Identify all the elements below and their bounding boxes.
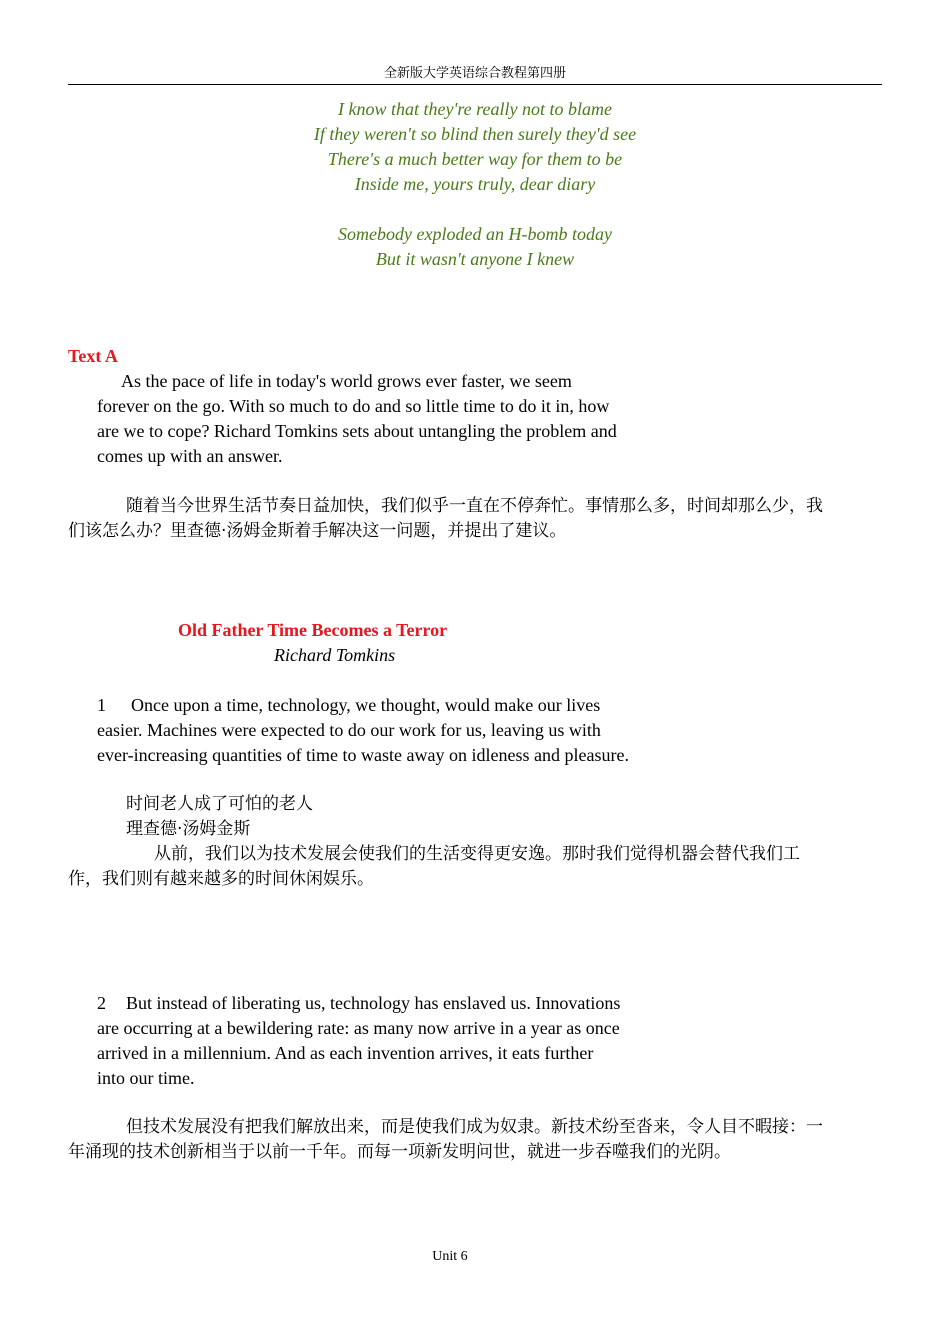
para-line: into our time. bbox=[97, 1068, 195, 1088]
paragraph-1-english bbox=[97, 693, 629, 768]
section-label: Text A bbox=[68, 346, 118, 366]
paragraph-1-chinese bbox=[68, 792, 882, 892]
poem-line: If they weren't so blind then surely they'd see bbox=[313, 124, 637, 144]
poem-line: I know that they're really not to blame bbox=[338, 99, 612, 119]
para-line bbox=[97, 693, 629, 718]
title-cn: 时间老人成了可怕的老人 bbox=[126, 794, 313, 814]
intro-line: are we to cope? Richard Tomkins sets about untangling the problem and bbox=[97, 421, 617, 441]
intro-line: comes up with an answer. bbox=[97, 446, 283, 466]
intro-chinese bbox=[68, 494, 882, 544]
page-footer: Unit 6 bbox=[432, 1249, 468, 1264]
poem-line: Inside me, yours truly, dear diary bbox=[354, 174, 596, 194]
intro-cn-line: 们该怎么办？里查德·汤姆金斯着手解决这一问题，并提出了建议。 bbox=[68, 521, 567, 541]
para-text: Once upon a time, technology, we thought, would make our lives bbox=[131, 695, 601, 715]
paragraph-number: 2 bbox=[97, 993, 106, 1013]
header-rule bbox=[68, 84, 882, 85]
poem-line: Somebody exploded an H-bomb today bbox=[338, 224, 612, 244]
poem-stanza-1 bbox=[68, 97, 882, 197]
paragraph-2-english bbox=[97, 991, 620, 1091]
para-cn-line: 从前，我们以为技术发展会使我们的生活变得更安逸。那时我们觉得机器会替代我们工 bbox=[154, 844, 800, 864]
poem-stanza-2 bbox=[68, 222, 882, 272]
para-text: But instead of liberating us, technology has enslaved us. Innovations bbox=[126, 993, 621, 1013]
para-line: arrived in a millennium. And as each invention arrives, it eats further bbox=[97, 1043, 594, 1063]
poem-line: But it wasn't anyone I knew bbox=[375, 249, 575, 269]
para-line: are occurring at a bewildering rate: as many now arrive in a year as once bbox=[97, 1018, 620, 1038]
paragraph-number: 1 bbox=[97, 695, 106, 715]
para-cn-line: 作，我们则有越来越多的时间休闲娱乐。 bbox=[68, 869, 374, 889]
author-cn: 理查德·汤姆金斯 bbox=[126, 819, 251, 839]
article-author: Richard Tomkins bbox=[274, 645, 396, 665]
para-line: easier. Machines were expected to do our work for us, leaving us with bbox=[97, 720, 601, 740]
running-header: 全新版大学英语综合教程第四册 bbox=[383, 66, 566, 81]
intro-english bbox=[97, 369, 617, 469]
article-title: Old Father Time Becomes a Terror bbox=[178, 620, 448, 640]
intro-cn-line: 随着当今世界生活节奏日益加快，我们似乎一直在不停奔忙。事情那么多，时间却那么少，我 bbox=[126, 496, 823, 516]
intro-line: forever on the go. With so much to do and so little time to do it in, how bbox=[97, 396, 610, 416]
para-cn-line: 年涌现的技术创新相当于以前一千年。而每一项新发明问世，就进一步吞噬我们的光阴。 bbox=[68, 1142, 731, 1162]
para-line: ever-increasing quantities of time to waste away on idleness and pleasure. bbox=[97, 745, 629, 765]
paragraph-2-chinese bbox=[68, 1115, 882, 1165]
para-line bbox=[97, 991, 620, 1016]
para-cn-line: 但技术发展没有把我们解放出来，而是使我们成为奴隶。新技术纷至沓来，令人目不暇接：一 bbox=[126, 1117, 823, 1137]
poem-line: There's a much better way for them to be bbox=[327, 149, 623, 169]
intro-line: As the pace of life in today's world grows ever faster, we seem bbox=[121, 371, 572, 391]
